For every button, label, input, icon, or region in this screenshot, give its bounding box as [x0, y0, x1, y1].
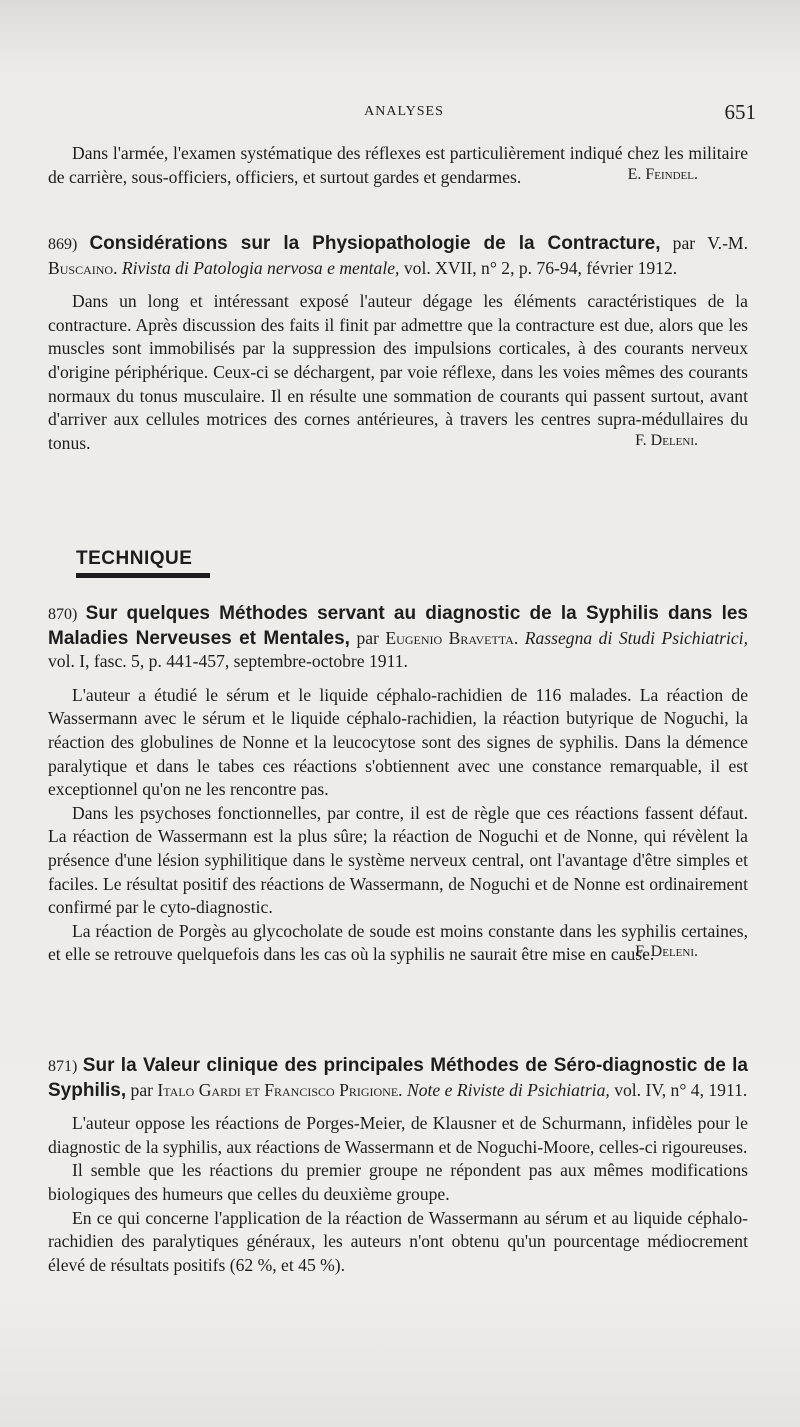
entry-number: 869)	[48, 236, 78, 253]
article-author: Italo Gardi et Francisco Prigione.	[157, 1079, 403, 1100]
page-number: 651	[724, 100, 756, 124]
section-rule	[76, 573, 210, 578]
paragraph: En ce qui concerne l'application de la réaction de Wassermann au sérum et au liquide céphalo-rachidien des paralytiques généraux, les auteurs n'ont obtenu qu'un pourcentage médiocrement élevé de résultats positifs (62 %, et 45 %).	[48, 1207, 748, 1275]
entry-868-tail	[48, 142, 748, 187]
signature: E. Feindel.	[627, 165, 698, 183]
running-title: ANALYSES	[364, 104, 444, 119]
paragraph: Dans les psychoses fonctionnelles, par contre, il est de règle que ces réactions fassent défaut. La réaction de Wassermann est la plus sûre; la réaction de Noguchi et de Nonne, qui révèlent la présence d'une lésion syphilitique dans le système nerveux central, ont l'avantage d'être simples et faciles. Le résultat positif des réactions de Wassermann, de Noguchi et de Nonne est ordinairement confirmé par le cyto-diagnostic.	[48, 802, 748, 918]
entry-number: 870)	[48, 606, 78, 623]
paragraph: Dans l'armée, l'examen systématique des réflexes est particulièrement indiqué chez les militaire de carrière, sous-officiers, officiers, et surtout gardes et gendarmes.	[48, 143, 748, 187]
article-author: V.-M. Buscaino.	[48, 233, 748, 278]
paragraph: La réaction de Porgès au glycocholate de soude est moins constante dans les syphilis certaines, et elle se retrouve quelquefois dans les cas où la syphilis ne saurait être mise en cause.	[48, 920, 748, 965]
citation: vol. XVII, n° 2, p. 76-94, février 1912.	[403, 257, 678, 278]
article-title: Sur la Valeur clinique des principales Méthodes de Séro-diagnostic de la Syphilis,	[48, 1055, 748, 1101]
signature: F. Deleni.	[635, 431, 698, 449]
journal-name: Rassegna di Studi Psichiatrici,	[524, 627, 748, 648]
running-head	[48, 100, 760, 124]
paragraph: L'auteur oppose les réactions de Porges-Meier, de Klausner et de Schurmann, infidèles pour le diagnostic de la syphilis, aux réactions de Wassermann et de Noguchi-Moore, celles-ci rigoureuses.	[48, 1113, 748, 1157]
par-word: par	[356, 627, 379, 648]
paragraph: Dans un long et intéressant exposé l'auteur dégage les éléments caractéristiques de la contracture. Après discussion des faits il finit par admettre que la contracture est due, alors que les muscles sont immobilisés par la suppression des impulsions corticales, à des courants nerveux d'origine périphérique. Ceux-ci se déchargent, par voie réflexe, dans les voies mêmes des courants normaux du tonus musculaire. Il en résulte une sommation de courants qui passent surtout, avant d'arriver aux cellules motrices des cornes antérieures, à travers les centres supra-médullaires du tonus.	[48, 291, 748, 453]
entry-number: 871)	[48, 1058, 78, 1075]
entry-870	[48, 602, 748, 965]
article-author: Eugenio Bravetta.	[385, 627, 519, 648]
paragraph: Il semble que les réactions du premier groupe ne répondent pas aux mêmes modifications biologiques des humeurs que celles du deuxième groupe.	[48, 1160, 748, 1204]
paragraph: L'auteur a étudié le sérum et le liquide céphalo-rachidien de 116 malades. La réaction de Wassermann avec le sérum et le liquide céphalo-rachidien, la réaction butyrique de Noguchi, la réaction des globulines de Nonne et la leucocytose sont des signes de syphilis. Dans la démence paralytique et dans le tabes ces réactions s'obtiennent avec une constance remarquable, il est exceptionnel qu'on ne les rencontre pas.	[48, 684, 748, 800]
par-word: par	[130, 1079, 154, 1100]
entry-heading	[48, 1054, 748, 1102]
journal-name: Note e Riviste di Psichiatria,	[406, 1079, 610, 1100]
article-title: Sur quelques Méthodes servant au diagnostic de la Syphilis dans les Maladies Nerveuses et Mentales,	[48, 603, 748, 649]
article-title: Considérations sur la Physiopathologie de la Contracture,	[89, 233, 661, 254]
entry-heading	[48, 602, 748, 674]
entry-871	[48, 1054, 748, 1277]
entry-869	[48, 232, 748, 453]
journal-name: Rivista di Patologia nervosa e mentale,	[121, 257, 400, 278]
entry-heading	[48, 232, 748, 280]
signature: F. Deleni.	[635, 943, 698, 961]
citation: vol. IV, n° 4, 1911.	[614, 1079, 748, 1100]
section-heading: TECHNIQUE	[76, 548, 193, 569]
par-word: par	[672, 233, 696, 253]
citation: vol. I, fasc. 5, p. 441-457, septembre-octobre 1911.	[48, 651, 408, 672]
